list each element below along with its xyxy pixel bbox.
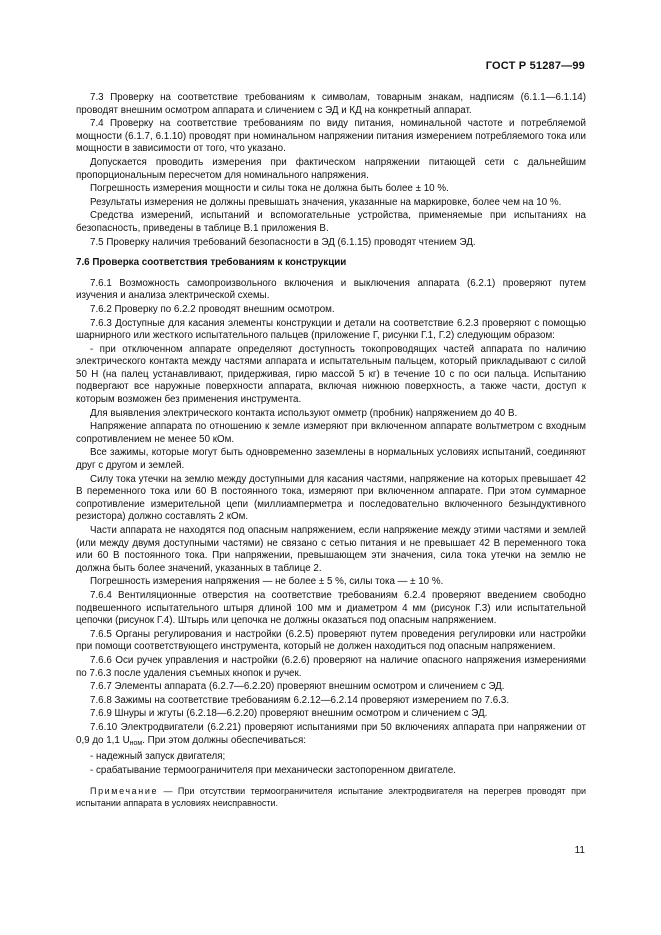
paragraph-7-6-6: 7.6.6 Оси ручек управления и настройки (6.2.6) проверяют на наличие опасного напряжения измерениями по 7.6.3 после удаления съемных кнопок и ручек. [76,654,586,679]
paragraph-7-6-5: 7.6.5 Органы регулирования и настройки (6.2.5) проверяют путем проведения регулировки или настройки при помощи соответствующего инструмента, который не должен находиться под опасным напряжением. [76,628,586,653]
page-number: 11 [574,845,585,856]
section-heading-7-6: 7.6 Проверка соответствия требованиям к конструкции [76,257,347,269]
note-label: Примечание [90,786,159,797]
paragraph-7-6-8: 7.6.8 Зажимы на соответствие требованиям 6.2.12—6.2.14 проверяют измерением по 7.6.3. [90,694,510,706]
paragraph-7-6-1: 7.6.1 Возможность самопроизвольного включения и выключения аппарата (6.2.1) проверяют путем изучения и анализа электрической схемы. [76,277,586,302]
paragraph-7-6-3-item: - при отключенном аппарате определяют доступность токопроводящих частей аппарата по наличию электрического контакта между частями аппарата и испытательным пальцем, который прикладывают с силой 50 Н (на палец устанавливают, придерживая, гирю массой 5 кг) в течение 10 с по оси пальца. Испытанию подвергают все наружные поверхности аппарата, включая нижнюю поверхность, а также части, доступ к которым возможен без применения инструмента. [76,343,586,406]
note-text: — При отсутствии термоограничителя испытание электродвигателя на перегрев проводят при испытании аппарата в условиях неисправности. [76,786,586,808]
paragraph-7-6-10-tail: . При этом должны обеспечиваться: [142,734,306,746]
document-header: ГОСТ Р 51287—99 [485,60,585,72]
paragraph-7-6-3-leakage: Силу тока утечки на землю между доступными для касания частями, напряжение на которых превышает 42 В переменного тока или 60 В постоянного тока, измеряют при включенном аппарате. При этом суммарное сопротивление измерительной цепи (миллиамперметра и последовательно включенного безындуктивного резистора) должно составлять 2 кОм. [76,473,586,523]
paragraph-7-5: 7.5 Проверку наличия требований безопасности в ЭД (6.1.15) проводят чтением ЭД. [90,236,476,248]
note [76,786,586,809]
paragraph-7-4: 7.4 Проверку на соответствие требованиям по виду питания, номинальной частоте и потребляемой мощности (6.1.7, 6.1.10) проводят при номинальном напряжении питания измерением потребляемого тока или мощности в зависимости от того, что указано. [76,118,586,155]
paragraph-7-6-9: 7.6.9 Шнуры и жгуты (6.2.18—6.2.20) проверяют внешним осмотром и сличением с ЭД. [90,708,488,720]
paragraph-7-6-7: 7.6.7 Элементы аппарата (6.2.7—6.2.20) проверяют внешним осмотром и сличением с ЭД. [90,681,505,693]
paragraph-7-4-measurement: Допускается проводить измерения при фактическом напряжении питающей сети с дальнейшим пропорциональным пересчетом для номинального напряжения. [76,156,586,181]
paragraph-7-6-3-hazard: Части аппарата не находятся под опасным напряжением, если напряжение между этими частями и землей (или между двумя доступными частями) не связано с сетью питания и не превышает 42 В переменного тока или 60 В постоянного тока. При напряжении, превышающем эти значения, сила тока утечки на землю не должна быть более значений, указанных в таблице 2. [76,525,586,574]
paragraph-7-6-3: 7.6.3 Доступные для касания элементы конструкции и детали на соответствие 6.2.3 проверяют с помощью шарнирного или жесткого испытательного пальцев (приложение Г, рисунки Г.1, Г.2) следующим образом: [76,317,586,342]
paragraph-7-6-10-start: - надежный запуск двигателя; [90,751,226,763]
paragraph-7-6-3-error: Погрешность измерения напряжения — не более ± 5 %, силы тока — ± 10 %. [90,576,444,588]
paragraph-7-4-error: Погрешность измерения мощности и силы тока не должна быть более ± 10 %. [90,183,449,195]
paragraph-7-6-10-text: 7.6.10 Электродвигатели (6.2.21) проверяют испытаниями при 50 включениях аппарата при напряжении от 0,9 до 1,1 U [76,721,586,746]
paragraph-7-6-3-terminals: Все зажимы, которые могут быть одновременно заземлены в нормальных условиях испытаний, соединяют друг с другом и землей. [76,447,586,472]
paragraph-7-6-10 [76,722,586,750]
paragraph-7-6-10-thermal: - срабатывание термоограничителя при механически застопоренном двигателе. [90,764,456,776]
paragraph-7-6-3-ohmmeter: Для выявления электрического контакта используют омметр (пробник) напряжением до 40 В. [90,407,518,419]
paragraph-7-4-tools: Средства измерений, испытаний и вспомогательные устройства, применяемые при испытаниях на безопасность, приведены в таблице В.1 приложения В. [76,210,586,234]
paragraph-7-6-3-voltage: Напряжение аппарата по отношению к земле измеряют при включенном аппарате вольтметром с входным сопротивлением не менее 50 кОм. [76,421,586,445]
paragraph-7-3: 7.3 Проверку на соответствие требованиям к символам, товарным знакам, надписям (6.1.1—6.1.14) проводят внешним осмотром аппарата и сличением с ЭД и КД на конкретный аппарат. [76,92,586,116]
document-body [76,92,586,809]
paragraph-7-4-results: Результаты измерения не должны превышать значения, указанные на маркировке, более чем на 10 %. [90,196,562,208]
paragraph-7-6-4: 7.6.4 Вентиляционные отверстия на соответствие требованиям 6.2.4 проверяют введением свободно подвешенного испытательного штыря длиной 100 мм и диаметром 4 мм (рисунок Г.3) или испытательной цепочки (рисунок Г.4). Штырь или цепочка не должны оказаться под опасным напряжением. [76,589,586,627]
paragraph-7-6-2: 7.6.2 Проверку по 6.2.2 проводят внешним осмотром. [90,303,335,315]
voltage-subscript: ном [129,739,143,747]
